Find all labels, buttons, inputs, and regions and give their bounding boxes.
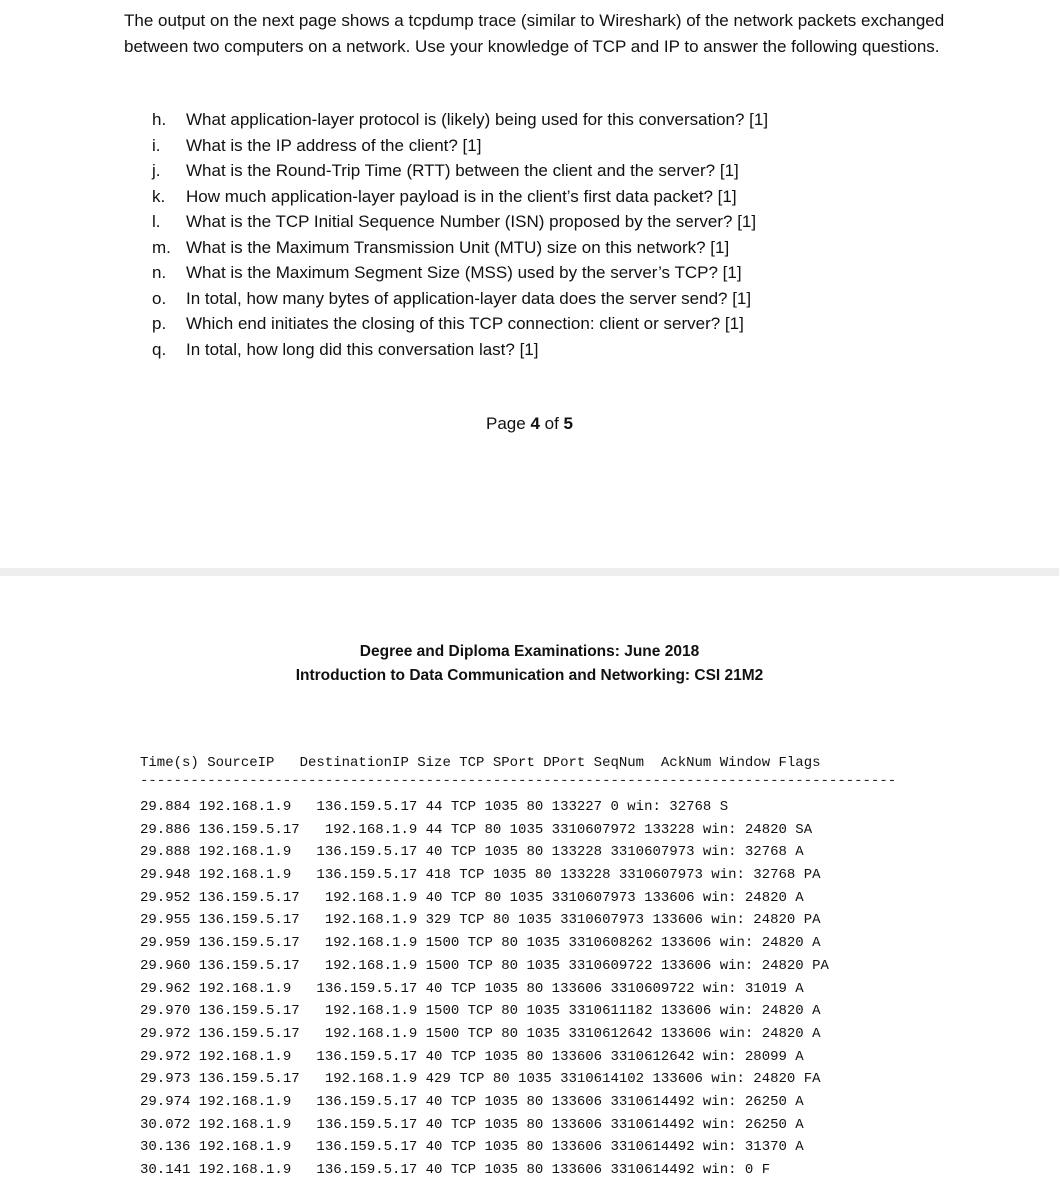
question-text: In total, how many bytes of application-layer data does the server send? [1]	[186, 288, 752, 308]
question-letter: j.	[152, 161, 161, 180]
question-text: What is the TCP Initial Sequence Number (ISN) proposed by the server? [1]	[186, 212, 757, 231]
footer-total-pages: 5	[563, 414, 573, 433]
trace-header: Time(s) SourceIP DestinationIP Size TCP SPort DPort SeqNum AckNum Window Flags	[140, 755, 821, 771]
question-list	[152, 107, 1012, 362]
question-text: How much application-layer payload is in the client’s first data packet? [1]	[186, 186, 737, 206]
question-text: What is the Round-Trip Time (RTT) between the client and the server? [1]	[186, 161, 739, 180]
trace-row: 29.888 192.168.1.9 136.159.5.17 40 TCP 1035 80 133228 3310607973 win: 32768 A	[140, 844, 804, 861]
footer-current-page: 4	[530, 414, 540, 433]
exam-title: Degree and Diploma Examinations: June 2018	[359, 643, 700, 660]
question-text: What application-layer protocol is (likely) being used for this conversation? [1]	[186, 110, 769, 129]
trace-row: 29.970 136.159.5.17 192.168.1.9 1500 TCP 80 1035 3310611182 133606 win: 24820 A	[140, 1003, 821, 1020]
question-letter: m.	[152, 237, 171, 257]
question-letter: p.	[152, 314, 167, 333]
question-item	[152, 311, 1012, 337]
trace-separator: ------------------------------------------------------------------------------------------	[140, 774, 897, 788]
trace-row: 30.072 192.168.1.9 136.159.5.17 40 TCP 1035 80 133606 3310614492 win: 26250 A	[140, 1116, 804, 1133]
trace-row: 29.962 192.168.1.9 136.159.5.17 40 TCP 1035 80 133606 3310609722 win: 31019 A	[140, 980, 804, 997]
question-letter: o.	[152, 288, 167, 308]
question-letter: i.	[152, 135, 161, 155]
question-text: Which end initiates the closing of this TCP connection: client or server? [1]	[186, 314, 744, 333]
course-title: Introduction to Data Communication and Networking: CSI 21M2	[295, 667, 764, 684]
exam-header	[0, 640, 1059, 688]
footer-prefix: Page	[486, 414, 531, 433]
question-item	[152, 107, 1012, 133]
question-item	[152, 286, 1012, 312]
trace-row: 29.973 136.159.5.17 192.168.1.9 429 TCP 80 1035 3310614102 133606 win: 24820 FA	[140, 1071, 821, 1088]
question-item	[152, 260, 1012, 286]
page-separator	[0, 568, 1059, 576]
trace-row: 29.972 136.159.5.17 192.168.1.9 1500 TCP 80 1035 3310612642 133606 win: 24820 A	[140, 1025, 821, 1042]
question-text: What is the Maximum Segment Size (MSS) used by the server’s TCP? [1]	[186, 263, 742, 282]
trace-row: 29.952 136.159.5.17 192.168.1.9 40 TCP 80 1035 3310607973 133606 win: 24820 A	[140, 889, 804, 906]
trace-rows	[140, 796, 940, 1182]
question-item	[152, 184, 1012, 210]
question-letter: h.	[152, 110, 167, 129]
trace-row: 29.972 192.168.1.9 136.159.5.17 40 TCP 1035 80 133606 3310612642 win: 28099 A	[140, 1048, 804, 1065]
intro-paragraph: The output on the next page shows a tcpdump trace (similar to Wireshark) of the network packets exchanged between two computers on a network. Use your knowledge of TCP and IP to answer the following questions.	[124, 11, 945, 56]
question-item	[152, 337, 1012, 363]
trace-row: 29.960 136.159.5.17 192.168.1.9 1500 TCP 80 1035 3310609722 133606 win: 24820 PA	[140, 957, 829, 974]
trace-row: 29.948 192.168.1.9 136.159.5.17 418 TCP 1035 80 133228 3310607973 win: 32768 PA	[140, 867, 821, 884]
trace-row: 29.884 192.168.1.9 136.159.5.17 44 TCP 1035 80 133227 0 win: 32768 S	[140, 799, 729, 815]
question-letter: l.	[152, 212, 161, 231]
trace-row: 30.141 192.168.1.9 136.159.5.17 40 TCP 1035 80 133606 3310614492 win: 0 F	[140, 1162, 771, 1178]
trace-row: 29.974 192.168.1.9 136.159.5.17 40 TCP 1035 80 133606 3310614492 win: 26250 A	[140, 1093, 804, 1110]
question-letter: n.	[152, 263, 167, 282]
question-text: In total, how long did this conversation last? [1]	[186, 339, 539, 359]
trace-row: 29.959 136.159.5.17 192.168.1.9 1500 TCP 80 1035 3310608262 133606 win: 24820 A	[140, 935, 821, 952]
question-item	[152, 235, 1012, 261]
question-text: What is the Maximum Transmission Unit (MTU) size on this network? [1]	[186, 237, 730, 257]
question-item	[152, 158, 1012, 184]
question-letter: k.	[152, 186, 166, 206]
trace-row: 29.955 136.159.5.17 192.168.1.9 329 TCP 80 1035 3310607973 133606 win: 24820 PA	[140, 912, 821, 929]
page-footer	[0, 414, 1059, 434]
footer-middle: of	[539, 414, 564, 433]
question-item	[152, 133, 1012, 159]
trace-row: 30.136 192.168.1.9 136.159.5.17 40 TCP 1035 80 133606 3310614492 win: 31370 A	[140, 1139, 804, 1156]
page-4	[0, 0, 1059, 568]
trace-row: 29.886 136.159.5.17 192.168.1.9 44 TCP 80 1035 3310607972 133228 win: 24820 SA	[140, 821, 813, 838]
tcpdump-trace	[140, 752, 940, 1182]
question-text: What is the IP address of the client? [1]	[186, 135, 482, 155]
question-item	[152, 209, 1012, 235]
page-5	[0, 576, 1059, 1200]
question-letter: q.	[152, 339, 167, 359]
